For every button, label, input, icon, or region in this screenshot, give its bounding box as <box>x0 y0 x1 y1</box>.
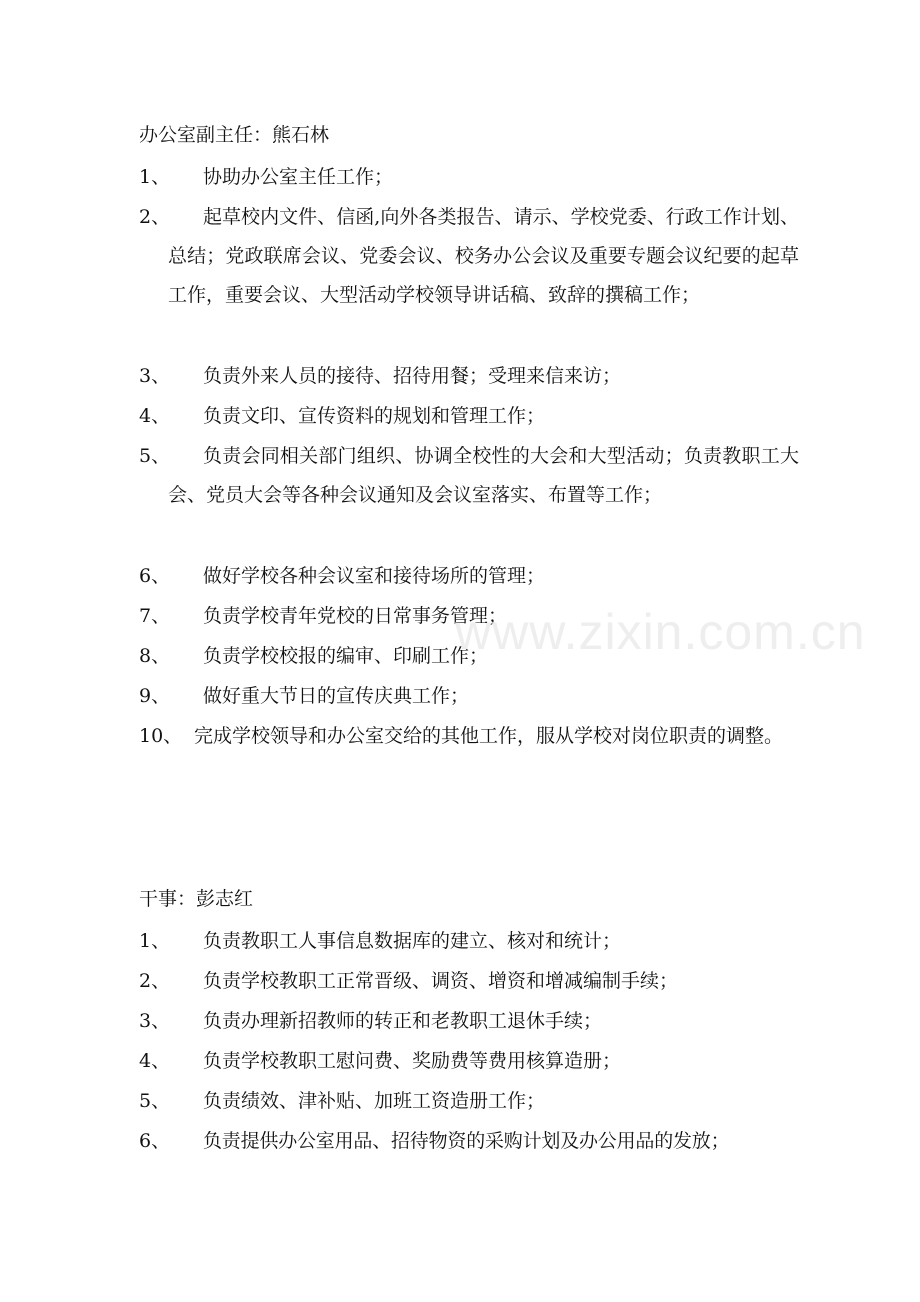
duty-item <box>139 397 799 436</box>
item-text: 负责学校教职工慰问费、奖励费等费用核算造册； <box>203 1050 622 1072</box>
item-number: 4、 <box>139 405 171 427</box>
item-number: 9、 <box>139 685 171 707</box>
item-text: 负责文印、宣传资料的规划和管理工作； <box>203 405 546 427</box>
item-number: 5、 <box>139 1090 171 1112</box>
item-number: 10、 <box>139 725 183 747</box>
item-text: 负责绩效、津补贴、加班工资造册工作； <box>203 1090 546 1112</box>
item-number: 3、 <box>139 1010 171 1032</box>
duty-item <box>139 962 799 1001</box>
duty-item <box>139 1042 799 1081</box>
item-number: 1、 <box>139 166 171 188</box>
section-heading-clerk: 干事：彭志红 <box>139 888 254 910</box>
item-text: 协助办公室主任工作； <box>203 166 394 188</box>
item-text: 负责教职工人事信息数据库的建立、核对和统计； <box>203 930 622 952</box>
item-text: 负责提供办公室用品、招待物资的采购计划及办公用品的发放； <box>203 1130 730 1152</box>
item-number: 3、 <box>139 365 171 387</box>
item-text: 做好重大节日的宣传庆典工作； <box>203 685 470 707</box>
duty-item <box>139 922 799 961</box>
item-text: 负责学校青年党校的日常事务管理； <box>203 605 508 627</box>
item-number: 1、 <box>139 930 171 952</box>
item-number: 6、 <box>139 565 171 587</box>
duty-item <box>139 1122 799 1161</box>
item-number: 2、 <box>139 970 171 992</box>
item-number: 2、 <box>139 206 171 228</box>
duty-item <box>139 1082 799 1121</box>
item-text: 负责外来人员的接待、招待用餐；受理来信来访； <box>203 365 622 387</box>
duty-item <box>139 1002 799 1041</box>
duty-item <box>139 677 799 716</box>
section-heading-deputy-director: 办公室副主任：熊石林 <box>139 124 330 146</box>
item-text: 起草校内文件、信函,向外各类报告、请示、学校党委、行政工作计划、总结；党政联席会议、党委会议、校务办公会议及重要专题会议纪要的起草工作，重要会议、大型活动学校领导讲话稿、致辞的撰稿工作； <box>168 206 799 306</box>
item-number: 6、 <box>139 1130 171 1152</box>
duty-item <box>139 437 799 515</box>
item-number: 8、 <box>139 645 171 667</box>
item-text: 完成学校领导和办公室交给的其他工作，服从学校对岗位职责的调整。 <box>194 725 784 747</box>
item-text: 负责学校校报的编审、印刷工作； <box>203 645 489 667</box>
item-text: 负责学校教职工正常晋级、调资、增资和增减编制手续； <box>203 970 679 992</box>
duty-item <box>139 717 799 756</box>
item-text: 负责办理新招教师的转正和老教职工退休手续； <box>203 1010 603 1032</box>
duty-item <box>139 357 799 396</box>
item-number: 5、 <box>139 445 171 467</box>
duty-item <box>139 198 799 315</box>
item-text: 做好学校各种会议室和接待场所的管理； <box>203 565 546 587</box>
item-text: 负责会同相关部门组织、协调全校性的大会和大型活动；负责教职工大会、党员大会等各种会议通知及会议室落实、布置等工作； <box>168 445 799 506</box>
watermark: www.zixin.com.cn <box>455 604 866 660</box>
item-number: 4、 <box>139 1050 171 1072</box>
duty-item <box>139 158 799 197</box>
duty-item <box>139 557 799 596</box>
item-number: 7、 <box>139 605 171 627</box>
